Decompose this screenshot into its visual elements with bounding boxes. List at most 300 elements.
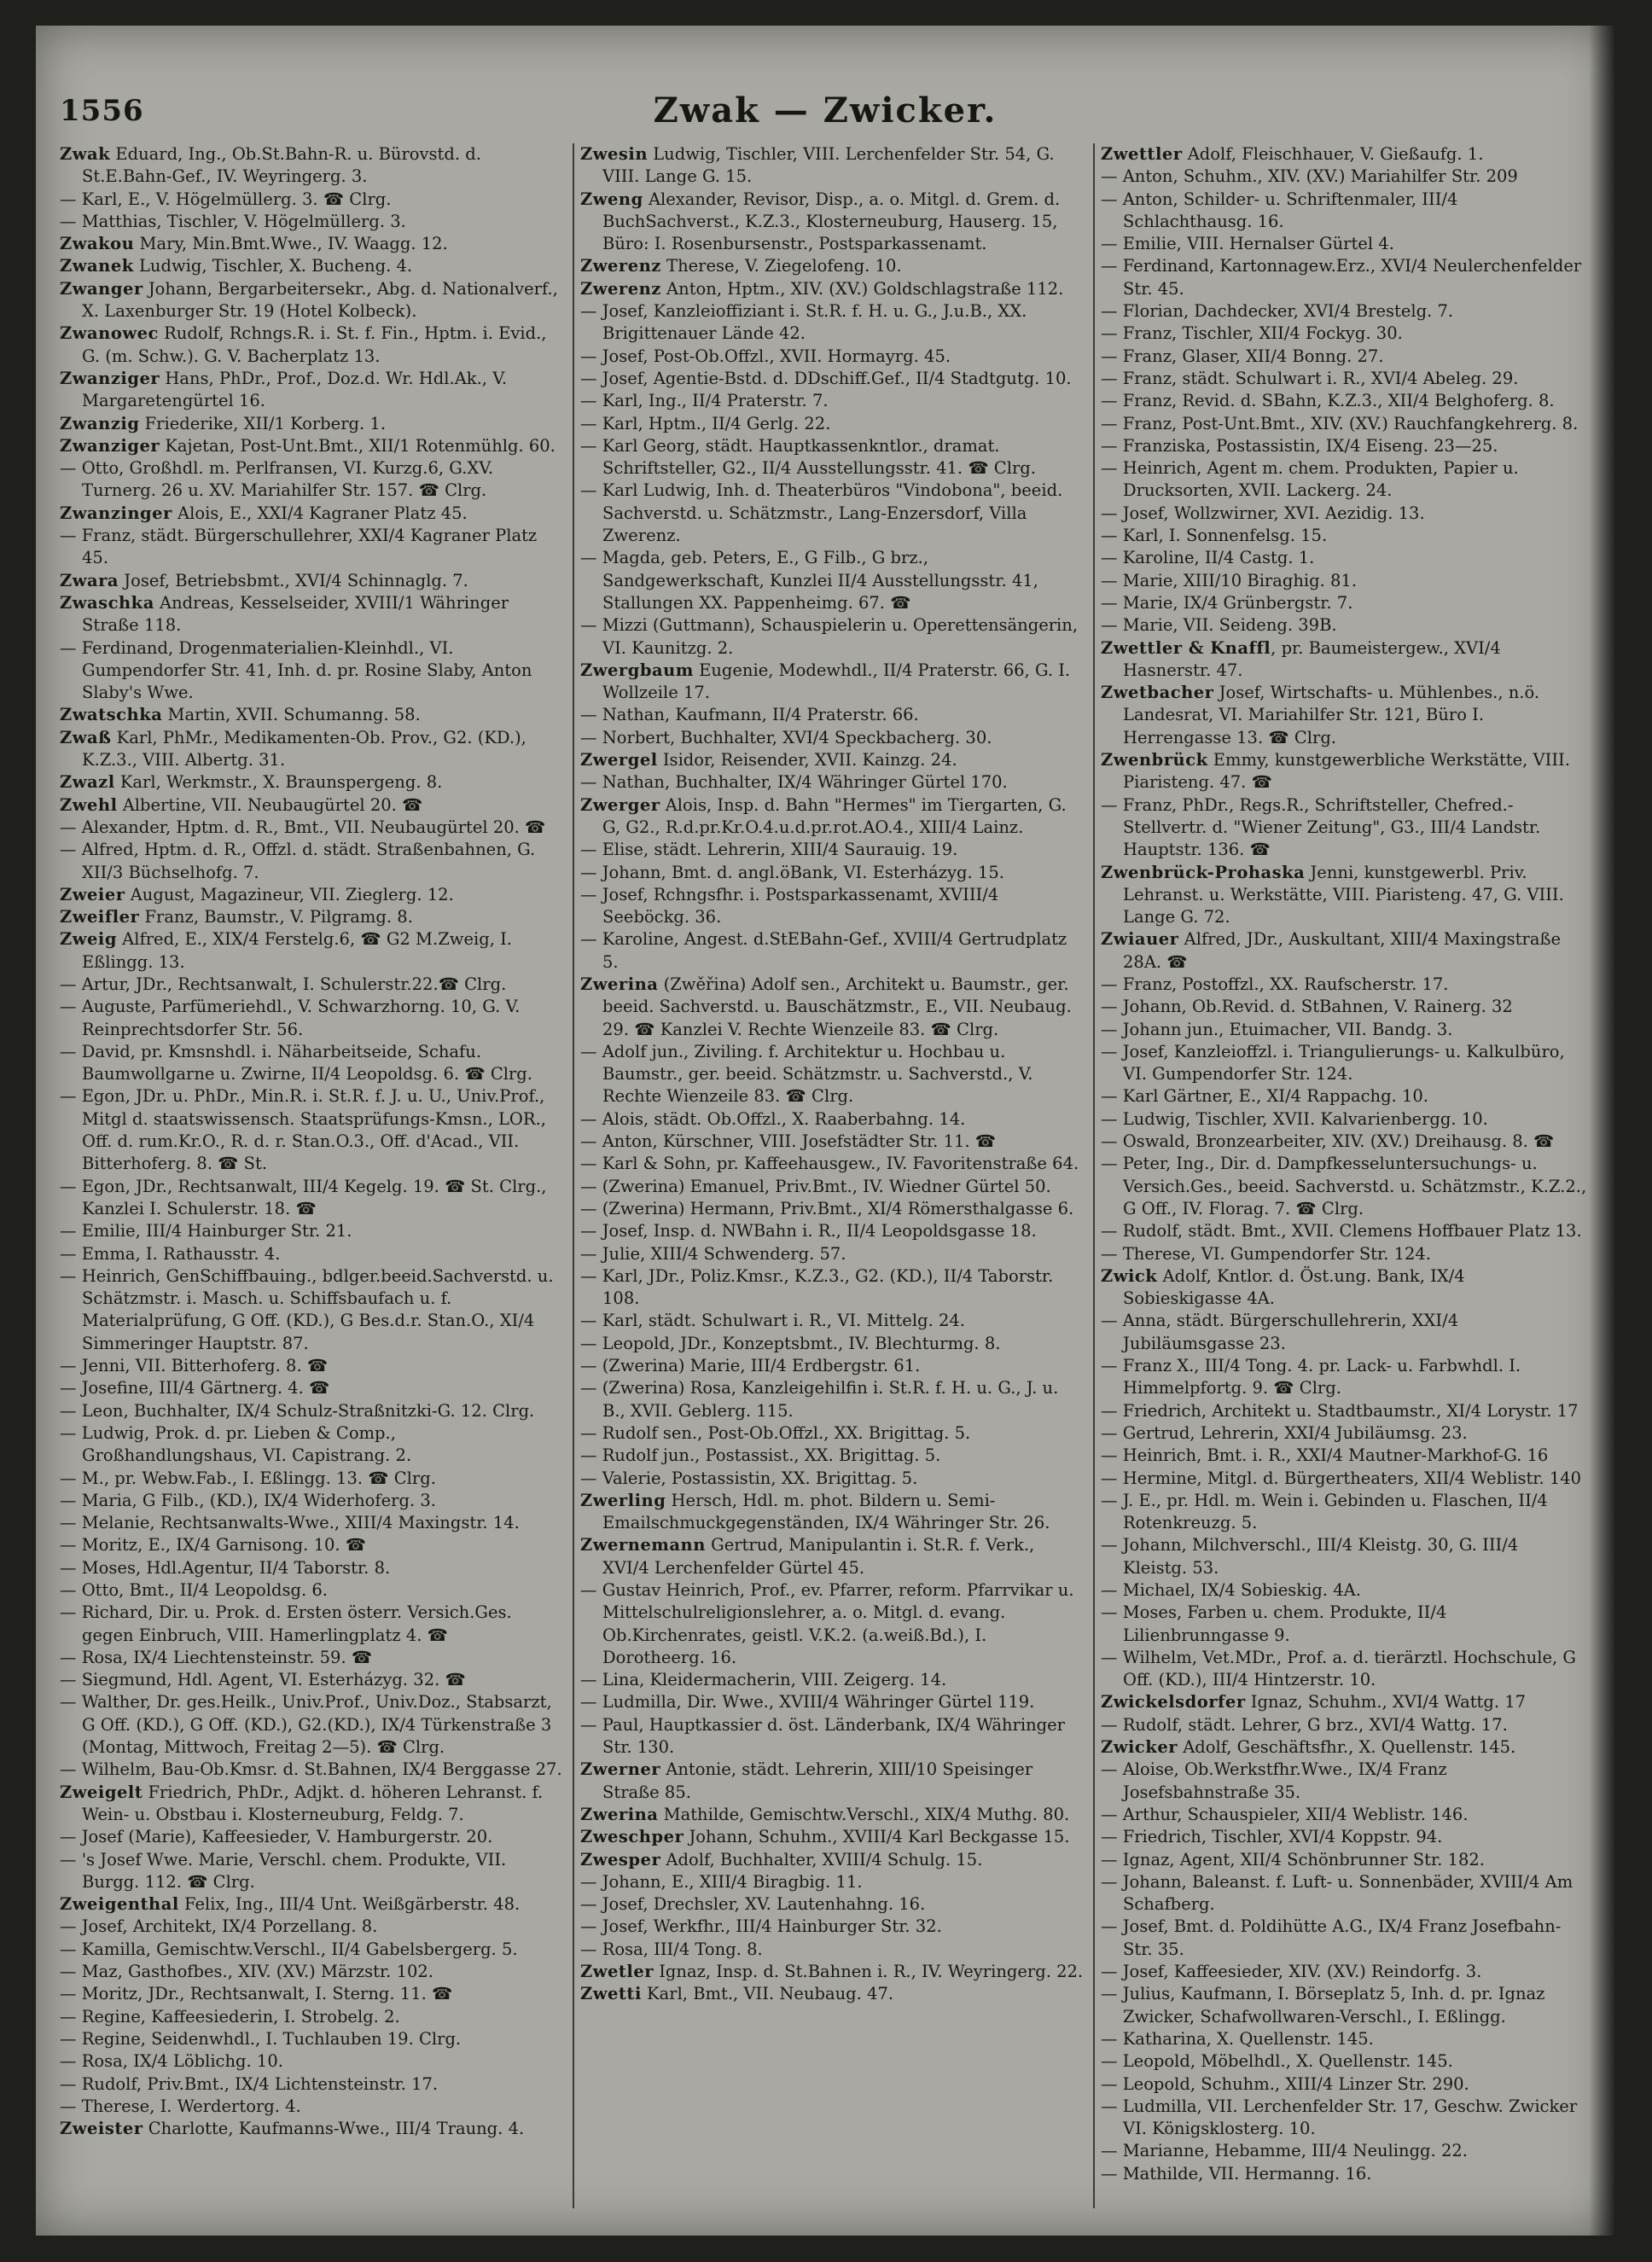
directory-entry <box>1101 457 1587 503</box>
entry-details: — Moses, Hdl.Agentur, II/4 Taborstr. 8. <box>60 1557 391 1578</box>
entry-surname: Zweister <box>60 2119 143 2139</box>
directory-entry <box>580 1893 1085 1916</box>
entry-details: Ignaz, Insp. d. St.Bahnen i. R., IV. Weyringerg. 22. <box>654 1962 1084 1982</box>
directory-entry <box>60 906 565 928</box>
entry-details: — Auguste, Parfümeriehdl., V. Schwarzhorng. 10, G. V. Reinprechtsdorfer Str. 56. <box>60 997 521 1039</box>
directory-entry <box>580 794 1085 840</box>
entry-details: — Marianne, Hebamme, III/4 Neulingg. 22. <box>1101 2141 1468 2161</box>
directory-entry <box>580 1961 1085 1983</box>
entry-details: — Walther, Dr. ges.Heilk., Univ.Prof., Univ.Doz., Stabsarzt, G Off. (KD.), G Off. (KD.), G2.(KD.), IX/4 Türkenstraße 3 (Montag, Mittwoch, Freitag 2—5). ☎ Clrg. <box>60 1692 552 1758</box>
entry-details: — Ferdinand, Kartonnagew.Erz., XVI/4 Neulerchenfelder Str. 45. <box>1101 256 1582 299</box>
directory-entry <box>580 1243 1085 1265</box>
entry-surname: Zwanzig <box>60 413 140 433</box>
directory-entry <box>60 211 565 233</box>
entry-surname: Zwak <box>60 144 111 164</box>
entry-details: — Karl, Ing., II/4 Praterstr. 7. <box>580 391 829 411</box>
entry-details: — Johann, Ob.Revid. d. StBahnen, V. Rainerg. 32 <box>1101 997 1513 1017</box>
entry-details: — (Zwerina) Emanuel, Priv.Bmt., IV. Wiedner Gürtel 50. <box>580 1176 1051 1196</box>
entry-details: — Michael, IX/4 Sobieskig. 4A. <box>1101 1580 1361 1600</box>
directory-entry <box>1101 143 1587 166</box>
entry-details: Hersch, Hdl. m. phot. Bildern u. Semi-Emailschmuckgegenständen, IX/4 Währinger Str. 26. <box>602 1490 1050 1533</box>
entry-details: — Anton, Schuhm., XIV. (XV.) Mariahilfer Str. 209 <box>1101 166 1518 187</box>
entry-details: — Ferdinand, Drogenmaterialien-Kleinhdl., VI. Gumpendorfer Str. 41, Inh. d. pr. Rosine Slaby, Anton Slaby's Wwe. <box>60 637 532 703</box>
entry-details: — Marie, IX/4 Grünbergstr. 7. <box>1101 592 1353 613</box>
directory-entry <box>1101 1602 1587 1647</box>
directory-entry <box>1101 2140 1587 2162</box>
directory-entry <box>1101 794 1587 862</box>
directory-entry <box>60 839 565 884</box>
entry-surname: Zwerenz <box>580 278 661 299</box>
entry-details: Ignaz, Schuhm., XVI/4 Wattg. 17 <box>1245 1692 1527 1712</box>
directory-entry <box>580 749 1085 771</box>
entry-details: — Rudolf, städt. Bmt., XVII. Clemens Hoffbauer Platz 13. <box>1101 1221 1582 1241</box>
directory-entry <box>580 1445 1085 1467</box>
entry-details: Johann, Bergarbeitersekr., Abg. d. Nationalverf., X. Laxenburger Str. 19 (Hotel Kolbeck). <box>82 278 558 322</box>
directory-entry <box>580 1176 1085 1198</box>
directory-entry <box>1101 614 1587 637</box>
entry-details: Mathilde, Gemischtw.Verschl., XIX/4 Muthg. 80. <box>658 1804 1070 1824</box>
entry-surname: Zwiauer <box>1101 929 1179 950</box>
directory-entry <box>60 1849 565 1894</box>
entry-details: — Karl Georg, städt. Hauptkassenkntlor., dramat. Schriftsteller, G2., II/4 Ausstellungsstr. 41. ☎ Clrg. <box>580 435 1036 479</box>
entry-details: — Ignaz, Agent, XII/4 Schönbrunner Str. 182. <box>1101 1849 1485 1869</box>
directory-entry <box>580 435 1085 480</box>
entry-details: Kajetan, Post-Unt.Bmt., XII/1 Rotenmühlg. 60. <box>160 435 556 456</box>
entry-details: , pr. Baumeistergew., XVI/4 Hasnerstr. 47. <box>1123 637 1501 680</box>
directory-entry <box>60 637 565 705</box>
entry-details: Karl, Werkmstr., X. Braunspergeng. 8. <box>114 772 443 793</box>
entry-details: Emmy, kunstgewerbliche Werkstätte, VIII. Piaristeng. 47. ☎ <box>1123 750 1570 793</box>
directory-entry <box>580 346 1085 368</box>
directory-entry <box>580 1355 1085 1377</box>
entry-surname: Zweng <box>580 189 643 209</box>
directory-entry <box>1101 1153 1587 1220</box>
entry-details: Adolf, Buchhalter, XVIII/4 Schulg. 15. <box>660 1849 983 1869</box>
directory-entry <box>1101 2028 1587 2050</box>
directory-entry <box>1101 1490 1587 1535</box>
directory-entry <box>580 1579 1085 1669</box>
entry-details: — Ludmilla, VII. Lerchenfelder Str. 17, Geschw. Zwicker VI. Königsklosterg. 10. <box>1101 2096 1578 2139</box>
entry-details: — Karl, E., V. Högelmüllerg. 3. ☎ Clrg. <box>60 189 392 209</box>
directory-entry <box>60 1534 565 1556</box>
entry-surname: Zwanziger <box>60 368 160 388</box>
entry-details: — Josef, Kaffeesieder, XIV. (XV.) Reindorfg. 3. <box>1101 1962 1482 1982</box>
directory-entry <box>580 1468 1085 1490</box>
entry-details: — Rudolf jun., Postassist., XX. Brigittag. 5. <box>580 1445 941 1466</box>
directory-entry <box>60 278 565 323</box>
entry-details: — Leon, Buchhalter, IX/4 Schulz-Straßnitzki-G. 12. Clrg. <box>60 1400 535 1421</box>
entry-surname: Zwehl <box>60 794 118 815</box>
entry-surname: Zwick <box>1101 1265 1158 1286</box>
entry-details: — Gustav Heinrich, Prof., ev. Pfarrer, reform. Pfarrvikar u. Mittelschulreligionslehrer, a. o. Mitgl. d. evang. Ob.Kirchenrates, geistl. V.K.2. (a.weiß.Bd.), I. Dorotheerg. 16. <box>580 1580 1074 1667</box>
directory-entry <box>60 1647 565 1669</box>
entry-details: — Norbert, Buchhalter, XVI/4 Speckbacherg. 30. <box>580 727 992 747</box>
entry-details: — Leopold, Schuhm., XIII/4 Linzer Str. 290. <box>1101 2073 1469 2094</box>
entry-details: — Johann, E., XIII/4 Biragbig. 11. <box>580 1871 863 1892</box>
directory-entry <box>60 1961 565 1983</box>
entry-details: — J. E., pr. Hdl. m. Wein i. Gebinden u. Flaschen, II/4 Rotenkreuzg. 5. <box>1101 1490 1548 1533</box>
directory-entry <box>580 1310 1085 1332</box>
entry-details: — Melanie, Rechtsanwalts-Wwe., XIII/4 Maxingstr. 14. <box>60 1513 520 1533</box>
entry-details: Ludwig, Tischler, VIII. Lerchenfelder Str. 54, G. VIII. Lange G. 15. <box>602 144 1055 187</box>
entry-details: Antonie, städt. Lehrerin, XIII/10 Speisinger Straße 85. <box>602 1759 1033 1802</box>
directory-entry <box>1101 255 1587 300</box>
entry-details: Andreas, Kesselseider, XVIII/1 Währinger Straße 118. <box>82 592 509 636</box>
entry-surname: Zwerina <box>580 974 659 994</box>
directory-entry <box>60 996 565 1041</box>
entry-surname: Zwernemann <box>580 1535 706 1555</box>
directory-entry <box>580 300 1085 346</box>
directory-entry <box>1101 1871 1587 1916</box>
entry-details: — Ludwig, Prok. d. pr. Lieben & Comp., Großhandlungshaus, VI. Capistrang. 2. <box>60 1422 412 1466</box>
entry-details: — Franz, PhDr., Regs.R., Schriftsteller, Chefred.-Stellvertr. d. "Wiener Zeitung", G3., III/4 Landstr. Hauptstr. 136. ☎ <box>1101 794 1541 860</box>
directory-entry <box>580 1826 1085 1848</box>
directory-entry <box>580 1377 1085 1422</box>
directory-entry <box>60 1939 565 1961</box>
page-header <box>60 79 1591 138</box>
entry-details: — Jenni, VII. Bitterhoferg. 8. ☎ <box>60 1356 329 1376</box>
directory-entry <box>1101 1041 1587 1086</box>
directory-entry <box>60 928 565 974</box>
directory-entry <box>60 727 565 772</box>
directory-entry <box>60 1579 565 1602</box>
entry-details: — Egon, JDr., Rechtsanwalt, III/4 Kegelg. 19. ☎ St. Clrg., Kanzlei I. Schulerstr. 18. ☎ <box>60 1176 547 1218</box>
directory-entry <box>1101 1916 1587 1961</box>
entry-details: — Karl, I. Sonnenfelsg. 15. <box>1101 526 1328 546</box>
entry-details: — (Zwerina) Hermann, Priv.Bmt., XI/4 Römersthalgasse 6. <box>580 1198 1074 1218</box>
entry-details: — Rosa, IX/4 Liechtensteinstr. 59. ☎ <box>60 1647 373 1667</box>
directory-entry <box>580 143 1085 189</box>
directory-entry <box>60 1669 565 1691</box>
directory-entry <box>580 1871 1085 1893</box>
entry-details: — M., pr. Webw.Fab., I. Eßlingg. 13. ☎ Clrg. <box>60 1468 436 1488</box>
entry-details: — Mathilde, VII. Hermanng. 16. <box>1101 2163 1372 2183</box>
entry-details: — Rudolf sen., Post-Ob.Offzl., XX. Brigittag. 5. <box>580 1422 971 1443</box>
directory-entry <box>1101 2050 1587 2073</box>
directory-entry <box>60 771 565 794</box>
directory-entry <box>580 278 1085 300</box>
directory-entry <box>60 368 565 413</box>
entry-details: — Franz X., III/4 Tong. 4. pr. Lack- u. Farbwhdl. I. Himmelpfortg. 9. ☎ Clrg. <box>1101 1356 1521 1398</box>
directory-entry <box>1101 233 1587 255</box>
entry-details: — Moritz, JDr., Rechtsanwalt, I. Sterng. 11. ☎ <box>60 1984 453 2004</box>
entry-surname: Zweigenthal <box>60 1894 179 1915</box>
directory-entry <box>580 1198 1085 1220</box>
entry-details: — Karl, JDr., Poliz.Kmsr., K.Z.3., G2. (KD.), II/4 Taborstr. 108. <box>580 1265 1054 1309</box>
directory-entry <box>60 1085 565 1175</box>
directory-entry <box>1101 1400 1587 1422</box>
entry-details: Karl, Bmt., VII. Neubaug. 47. <box>641 1984 894 2004</box>
directory-entry <box>580 839 1085 861</box>
entry-details: — Therese, I. Werdertorg. 4. <box>60 2096 301 2116</box>
entry-surname: Zwetbacher <box>1101 683 1214 703</box>
entry-details: — Hermine, Mitgl. d. Bürgertheaters, XII/4 Weblistr. 140 <box>1101 1468 1582 1488</box>
entry-surname: Zwerina <box>580 1804 659 1824</box>
directory-entry <box>580 1983 1085 2005</box>
entry-details: — Katharina, X. Quellenstr. 145. <box>1101 2028 1374 2049</box>
directory-entry <box>60 1691 565 1759</box>
directory-entry <box>60 1602 565 1647</box>
entry-details: Mary, Min.Bmt.Wwe., IV. Waagg. 12. <box>134 234 448 254</box>
entry-details: — Adolf jun., Ziviling. f. Architektur u. Hochbau u. Baumstr., ger. beeid. Schätzmstr. u. Sachverstd., V. Rechte Wienzeile 83. ☎ Clrg. <box>580 1041 1033 1107</box>
entry-details: — Maz, Gasthofbes., XIV. (XV.) Märzstr. 102. <box>60 1962 433 1982</box>
entry-details: Alfred, E., XIX/4 Ferstelg.6, ☎ G2 M.Zweig, I. Eßlingg. 13. <box>82 929 512 972</box>
directory-entry <box>580 1669 1085 1691</box>
directory-entry <box>60 1916 565 1938</box>
entry-details: — Elise, städt. Lehrerin, XIII/4 Saurauig. 19. <box>580 840 958 860</box>
entry-details: — Marie, XIII/10 Biraghig. 81. <box>1101 570 1358 590</box>
directory-entry <box>1101 1468 1587 1490</box>
directory-entry <box>1101 1983 1587 2028</box>
directory-entry <box>1101 1849 1587 1871</box>
entry-details: — Franziska, Postassistin, IX/4 Eiseng. 23—25. <box>1101 435 1498 456</box>
entry-surname: Zwerger <box>580 794 660 815</box>
directory-entry <box>60 974 565 996</box>
entry-details: Alois, Insp. d. Bahn "Hermes" im Tiergarten, G. G, G2., R.d.pr.Kr.O.4.u.d.pr.rot.AO.4., XIII/4 Lainz. <box>602 794 1067 837</box>
entry-details: Felix, Ing., III/4 Unt. Weißgärberstr. 48. <box>178 1894 521 1915</box>
entry-details: Josef, Wirtschafts- u. Mühlenbes., n.ö. Landesrat, VI. Mariahilfer Str. 121, Büro I. Herrengasse 13. ☎ Clrg. <box>1123 683 1540 747</box>
entry-details: — Mizzi (Guttmann), Schauspielerin u. Operettensängerin, VI. Kaunitzg. 2. <box>580 615 1079 658</box>
entry-details: — Anton, Schilder- u. Schriftenmaler, III/4 Schlachthausg. 16. <box>1101 189 1458 231</box>
directory-entry <box>1101 1759 1587 1804</box>
entry-details: Friedrich, PhDr., Adjkt. d. höheren Lehranst. f. Wein- u. Obstbau i. Klosterneuburg, Feldg. 7. <box>82 1782 544 1824</box>
entry-details: (Zwěřina) Adolf sen., Architekt u. Baumstr., ger. beeid. Sachverstd. u. Bauschätzmstr., E., VII. Neubaug. 29. ☎ Kanzlei V. Rechte Wienzeile 83. ☎ Clrg. <box>602 974 1072 1039</box>
entry-details: — Aloise, Ob.Werkstfhr.Wwe., IX/4 Franz Josefsbahnstraße 35. <box>1101 1759 1447 1802</box>
entry-details: — 's Josef Wwe. Marie, Verschl. chem. Produkte, VII. Burgg. 112. ☎ Clrg. <box>60 1849 507 1892</box>
directory-entry <box>1101 1422 1587 1445</box>
entry-details: — Johann, Milchverschl., III/4 Kleistg. 30, G. III/4 Kleistg. 53. <box>1101 1535 1519 1578</box>
directory-entry <box>1101 1243 1587 1265</box>
directory-entry <box>60 1220 565 1242</box>
entry-details: — Arthur, Schauspieler, XII/4 Weblistr. 146. <box>1101 1804 1469 1824</box>
directory-entry <box>580 413 1085 435</box>
entry-details: — Leopold, Möbelhdl., X. Quellenstr. 145. <box>1101 2051 1453 2072</box>
directory-entry <box>60 1422 565 1468</box>
directory-entry <box>60 1468 565 1490</box>
directory-entry <box>1101 1804 1587 1826</box>
directory-entry <box>1101 1714 1587 1736</box>
directory-entry <box>60 2006 565 2028</box>
entry-details: Isidor, Reisender, XVII. Kainzg. 24. <box>657 750 957 770</box>
entry-details: — Josef, Kanzleioffzl. i. Triangulierungs- u. Kalkulbüro, VI. Gumpendorfer Str. 124. <box>1101 1041 1565 1084</box>
entry-details: — Josef (Marie), Kaffeesieder, V. Hamburgerstr. 20. <box>60 1827 493 1847</box>
entry-details: — Therese, VI. Gumpendorfer Str. 124. <box>1101 1243 1432 1264</box>
directory-entry <box>1101 1534 1587 1579</box>
directory-entry <box>580 189 1085 256</box>
column-3 <box>1101 143 1587 2208</box>
entry-details: — Rudolf, Priv.Bmt., IX/4 Lichtensteinstr. 17. <box>60 2073 439 2094</box>
directory-entry <box>1101 1131 1587 1153</box>
directory-entry <box>580 1534 1085 1579</box>
entry-details: — Johann jun., Etuimacher, VII. Bandg. 3. <box>1101 1019 1453 1039</box>
entry-details: — Gertrud, Lehrerin, XXI/4 Jubiläumsg. 23. <box>1101 1422 1468 1443</box>
directory-entry <box>60 2050 565 2073</box>
directory-entry <box>580 727 1085 749</box>
directory-entry <box>1101 862 1587 929</box>
directory-entry <box>60 413 565 435</box>
directory-entry <box>1101 1220 1587 1242</box>
directory-entry <box>1101 368 1587 390</box>
directory-entry <box>580 368 1085 390</box>
directory-entry <box>1101 166 1587 188</box>
entry-details: August, Magazineur, VII. Zieglerg. 12. <box>125 884 454 904</box>
directory-entry <box>580 862 1085 884</box>
directory-entry <box>1101 1108 1587 1131</box>
directory-entry <box>580 255 1085 277</box>
directory-entry <box>580 1220 1085 1242</box>
entry-surname: Zwerling <box>580 1490 666 1510</box>
entry-details: — Josef, Wollzwirner, XVI. Aezidig. 13. <box>1101 503 1425 523</box>
entry-surname: Zwickelsdorfer <box>1101 1692 1246 1712</box>
entry-details: — Josef, Werkfhr., III/4 Hainburger Str. 32. <box>580 1916 942 1937</box>
directory-entry <box>60 1243 565 1265</box>
directory-entry <box>1101 1961 1587 1983</box>
entry-details: Rudolf, Rchngs.R. i. St. f. Fin., Hptm. i. Evid., G. (m. Schw.). G. V. Bacherplatz 13. <box>82 323 547 366</box>
entry-details: Eduard, Ing., Ob.St.Bahn-R. u. Bürovstd. d. St.E.Bahn-Gef., IV. Weyringerg. 3. <box>82 144 481 187</box>
entry-details: — Regine, Seidenwhdl., I. Tuchlauben 19. Clrg. <box>60 2028 462 2049</box>
directory-entry <box>60 1355 565 1377</box>
entry-details: — Karl Ludwig, Inh. d. Theaterbüros "Vindobona", beeid. Sachverstd. u. Schätzmstr., Lang-Enzersdorf, Villa Zwerenz. <box>580 480 1063 546</box>
entry-details: — Matthias, Tischler, V. Högelmüllerg. 3. <box>60 211 406 231</box>
directory-entry <box>1101 300 1587 323</box>
entry-details: — Franz, Glaser, XII/4 Bonng. 27. <box>1101 346 1384 366</box>
directory-entry <box>1101 1019 1587 1041</box>
directory-entry <box>1101 749 1587 794</box>
directory-entry <box>580 1108 1085 1131</box>
entry-details: — Heinrich, Agent m. chem. Produkten, Papier u. Drucksorten, XVII. Lackerg. 24. <box>1101 458 1519 501</box>
entry-details: — Friedrich, Architekt u. Stadtbaumstr., XI/4 Lorystr. 17 <box>1101 1400 1579 1421</box>
entry-details: — Josef, Bmt. d. Poldihütte A.G., IX/4 Franz Josefbahn-Str. 35. <box>1101 1916 1562 1959</box>
directory-entry <box>60 189 565 211</box>
directory-entry <box>60 1782 565 1827</box>
directory-entry <box>1101 323 1587 345</box>
entry-details: — Ludmilla, Dir. Wwe., XVIII/4 Währinger Gürtel 119. <box>580 1692 1035 1712</box>
column-2 <box>580 143 1085 2208</box>
entry-details: Albertine, VII. Neubaugürtel 20. ☎ <box>117 794 423 815</box>
entry-details: Adolf, Geschäftsfhr., X. Quellenstr. 145. <box>1178 1737 1516 1758</box>
directory-entry <box>580 390 1085 412</box>
directory-entry <box>1101 2096 1587 2141</box>
entry-details: Therese, V. Ziegelofeng. 10. <box>660 256 902 276</box>
entry-details: — Ludwig, Tischler, XVII. Kalvarienbergg. 10. <box>1101 1108 1488 1129</box>
entry-details: — Josef, Architekt, IX/4 Porzellang. 8. <box>60 1916 378 1937</box>
entry-details: — Florian, Dachdecker, XVI/4 Brestelg. 7. <box>1101 301 1454 322</box>
directory-entry <box>1101 1085 1587 1108</box>
entry-surname: Zwergel <box>580 750 658 770</box>
entry-details: — Julius, Kaufmann, I. Börseplatz 5, Inh. d. pr. Ignaz Zwicker, Schafwollwaren-Verschl., I. Eßlingg. <box>1101 1984 1545 2026</box>
entry-surname: Zwaschka <box>60 592 154 613</box>
directory-entry <box>580 1490 1085 1535</box>
entry-details: — Oswald, Bronzearbeiter, XIV. (XV.) Dreihausg. 8. ☎ <box>1101 1131 1555 1152</box>
directory-entry <box>580 704 1085 726</box>
entry-details: — Johann, Bmt. d. angl.öBank, VI. Esterházyg. 15. <box>580 862 1004 882</box>
entry-surname: Zwanek <box>60 256 134 276</box>
entry-details: Ludwig, Tischler, X. Bucheng. 4. <box>133 256 413 276</box>
entry-details: — Johann, Baleanst. f. Luft- u. Sonnenbäder, XVIII/4 Am Schafberg. <box>1101 1871 1573 1915</box>
entry-details: — Moritz, E., IX/4 Garnisong. 10. ☎ <box>60 1535 367 1555</box>
entry-details: — Wilhelm, Bau-Ob.Kmsr. d. St.Bahnen, IX/4 Berggasse 27. <box>60 1759 562 1780</box>
entry-details: — Josef, Agentie-Bstd. d. DDschiff.Gef., II/4 Stadtgutg. 10. <box>580 368 1072 388</box>
entry-surname: Zwerenz <box>580 256 661 276</box>
directory-entry <box>1101 1445 1587 1467</box>
directory-entry <box>60 1400 565 1422</box>
directory-entry <box>580 974 1085 1041</box>
directory-entry <box>1101 974 1587 996</box>
entry-details: — Franz, Tischler, XII/4 Fockyg. 30. <box>1101 323 1403 344</box>
entry-details: — Rudolf, städt. Lehrer, G brz., XVI/4 Wattg. 17. <box>1101 1714 1508 1735</box>
entry-details: — Emilie, VIII. Hernalser Gürtel 4. <box>1101 234 1394 254</box>
entry-details: — Paul, Hauptkassier d. öst. Länderbank, IX/4 Währinger Str. 130. <box>580 1714 1065 1758</box>
entry-details: — Moses, Farben u. chem. Produkte, II/4 Lilienbrunngasse 9. <box>1101 1602 1447 1645</box>
entry-details: — Josefine, III/4 Gärtnerg. 4. ☎ <box>60 1378 330 1398</box>
entry-details: — Alexander, Hptm. d. R., Bmt., VII. Neubaugürtel 20. ☎ <box>60 817 546 837</box>
entry-details: — Anton, Kürschner, VIII. Josefstädter Str. 11. ☎ <box>580 1131 997 1152</box>
entry-details: — Karoline, Angest. d.StEBahn-Gef., XVIII/4 Gertrudplatz 5. <box>580 929 1067 972</box>
entry-surname: Zweschper <box>580 1827 684 1847</box>
directory-entry <box>60 2096 565 2118</box>
directory-entry <box>1101 1647 1587 1692</box>
entry-surname: Zwesper <box>580 1849 661 1869</box>
entry-surname: Zwanger <box>60 278 143 299</box>
directory-entry <box>580 928 1085 974</box>
directory-entry <box>60 1176 565 1221</box>
directory-entry <box>60 1377 565 1399</box>
directory-entry <box>1101 637 1587 683</box>
directory-entry <box>60 794 565 817</box>
directory-entry <box>60 323 565 368</box>
entry-surname: Zwanzinger <box>60 503 172 523</box>
entry-details: — Rosa, IX/4 Löblichg. 10. <box>60 2051 283 2072</box>
entry-details: Josef, Betriebsbmt., XVI/4 Schinnaglg. 7. <box>119 570 468 590</box>
directory-entry <box>60 884 565 906</box>
entry-details: — Wilhelm, Vet.MDr., Prof. a. d. tierärztl. Hochschule, G Off. (KD.), III/4 Hintzerstr. 10. <box>1101 1647 1576 1690</box>
directory-columns <box>60 143 1587 2208</box>
entry-details: Charlotte, Kaufmanns-Wwe., III/4 Traung. 4. <box>143 2119 525 2139</box>
entry-details: — Kamilla, Gemischtw.Verschl., II/4 Gabelsbergerg. 5. <box>60 1939 518 1959</box>
entry-details: — Peter, Ing., Dir. d. Dampfkesseluntersuchungs- u. Versich.Ges., beeid. Sachverstd. u. Schätzmstr., K.Z.2., G Off., IV. Florag. 7. ☎ Clrg. <box>1101 1154 1587 1218</box>
directory-entry <box>580 1714 1085 1759</box>
entry-details: — Friedrich, Tischler, XVI/4 Koppstr. 94. <box>1101 1827 1443 1847</box>
entry-details: — Egon, JDr. u. PhDr., Min.R. i. St.R. f. J. u. U., Univ.Prof., Mitgl d. staatswissensch. Staatsprüfungs-Kmsn., LOR., Off. d. rum.Kr.O., R. d. r. Stan.O.3., Off. d'Acad., VII. Bitterhoferg. 8. ☎ St. <box>60 1086 547 1174</box>
entry-details: — (Zwerina) Marie, III/4 Erdbergstr. 61. <box>580 1356 921 1376</box>
entry-details: — Josef, Rchngsfhr. i. Postsparkassenamt, XVIII/4 Seeböckg. 36. <box>580 884 999 927</box>
directory-entry <box>1101 503 1587 525</box>
directory-entry <box>60 2118 565 2140</box>
directory-entry <box>1101 1691 1587 1713</box>
directory-entry <box>580 1849 1085 1871</box>
entry-details: — Rosa, III/4 Tong. 8. <box>580 1939 763 1959</box>
directory-entry <box>60 1041 565 1086</box>
entry-surname: Zwesin <box>580 144 648 164</box>
entry-details: — Emma, I. Rathausstr. 4. <box>60 1243 281 1264</box>
entry-details: — David, pr. Kmsnshdl. i. Näharbeitseide, Schafu. Baumwollgarne u. Zwirne, II/4 Leopoldsg. 6. ☎ Clrg. <box>60 1041 532 1084</box>
entry-details: Alois, E., XXI/4 Kagraner Platz 45. <box>172 503 468 523</box>
entry-details: — Karl Gärtner, E., XI/4 Rappachg. 10. <box>1101 1086 1428 1107</box>
entry-details: — Nathan, Buchhalter, IX/4 Währinger Gürtel 170. <box>580 772 1008 793</box>
entry-surname: Zwettler & Knaffl <box>1101 637 1271 658</box>
directory-entry <box>1101 1579 1587 1602</box>
entry-details: — Franz, Revid. d. SBahn, K.Z.3., XII/4 Belghoferg. 8. <box>1101 391 1555 411</box>
directory-entry <box>1101 2163 1587 2185</box>
entry-details: — Magda, geb. Peters, E., G Filb., G brz., Sandgewerkschaft, Kunzlei II/4 Ausstellungsstr. 41, Stallungen XX. Pappenheimg. 67. ☎ <box>580 548 1038 613</box>
entry-surname: Zwakou <box>60 234 135 254</box>
directory-entry <box>1101 570 1587 592</box>
column-divider <box>573 143 574 2208</box>
directory-entry <box>580 1265 1085 1311</box>
entry-surname: Zwettler <box>1101 144 1183 164</box>
directory-entry <box>1101 2073 1587 2096</box>
directory-entry <box>1101 189 1587 234</box>
